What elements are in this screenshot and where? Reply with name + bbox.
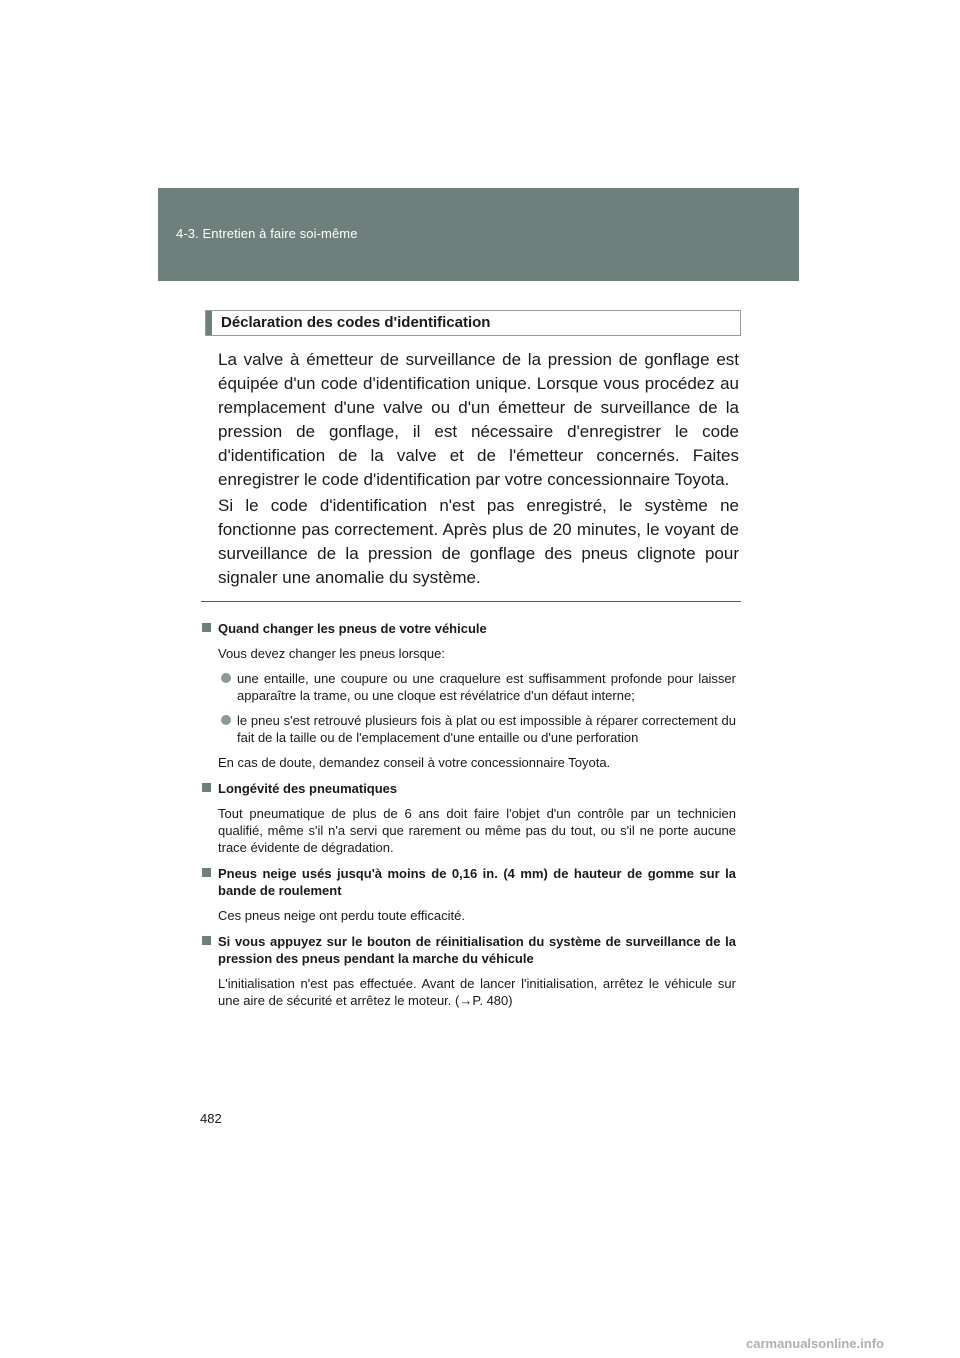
- list-item-text: une entaille, une coupure ou une craquelure est suffisamment profonde pour laisser apparaître la trame, ou une cloque est révélatrice d'un défaut interne;: [237, 671, 736, 703]
- watermark: carmanualsonline.info: [746, 1336, 884, 1351]
- square-bullet-icon: [202, 623, 211, 632]
- list-item-text: le pneu s'est retrouvé plusieurs fois à plat ou est impossible à réparer correctement du fait de la taille ou de l'emplacement d'une entaille ou d'une perforation: [237, 713, 736, 745]
- list-item: [201, 670, 736, 704]
- note-body: Tout pneumatique de plus de 6 ans doit faire l'objet d'un contrôle par un technicien qualifié, même s'il n'a servi que rarement ou même pas du tout, ou s'il ne porte aucune trace évidente de dégradation.: [218, 806, 736, 855]
- note-body: Ces pneus neige ont perdu toute efficacité.: [218, 908, 465, 923]
- divider-rule: [201, 601, 741, 602]
- note-body: L'initialisation n'est pas effectuée. Avant de lancer l'initialisation, arrêtez le véhicule sur une aire de sécurité et arrêtez le moteur. (→P. 480): [218, 976, 736, 1008]
- heading-accent-bar: [206, 311, 212, 335]
- page-number: 482: [200, 1111, 222, 1126]
- note-body: Vous devez changer les pneus lorsque:: [218, 646, 445, 661]
- section-label: 4-3. Entretien à faire soi-même: [176, 226, 358, 241]
- notes-section: [201, 620, 736, 1009]
- note-title-text: Pneus neige usés jusqu'à moins de 0,16 in. (4 mm) de hauteur de gomme sur la bande de roulement: [218, 866, 736, 898]
- note-title: [201, 780, 736, 797]
- square-bullet-icon: [202, 936, 211, 945]
- note-title-text: Longévité des pneumatiques: [218, 781, 398, 796]
- square-bullet-icon: [202, 783, 211, 792]
- paragraph-2: Si le code d'identification n'est pas enregistré, le système ne fonctionne pas correctement. Après plus de 20 minutes, le voyant de surveillance de la pression de gonflage des pneus clignote pour signaler une anomalie du système.: [218, 496, 739, 587]
- list-item: [201, 712, 736, 746]
- note-body: En cas de doute, demandez conseil à votre concessionnaire Toyota.: [218, 755, 611, 770]
- note-title-text: Si vous appuyez sur le bouton de réinitialisation du système de surveillance de la pression des pneus pendant la marche du véhicule: [218, 934, 736, 966]
- circle-bullet-icon: [221, 673, 231, 683]
- paragraph-1: La valve à émetteur de surveillance de la pression de gonflage est équipée d'un code d'identification unique. Lorsque vous procédez au remplacement d'une valve ou d'un émetteur de surveillance de la pression de gonflage, il est nécessaire d'enregistrer le code d'identification de la valve et de l'émetteur concernés. Faites enregistrer le code d'identification par votre concessionnaire Toyota.: [218, 350, 739, 489]
- note-title: [201, 933, 736, 967]
- note-title-text: Quand changer les pneus de votre véhicule: [218, 621, 487, 636]
- heading-title: Déclaration des codes d'identification: [221, 314, 491, 331]
- note-title: [201, 620, 736, 637]
- note-title: [201, 865, 736, 899]
- section-heading: [205, 310, 741, 336]
- circle-bullet-icon: [221, 715, 231, 725]
- square-bullet-icon: [202, 868, 211, 877]
